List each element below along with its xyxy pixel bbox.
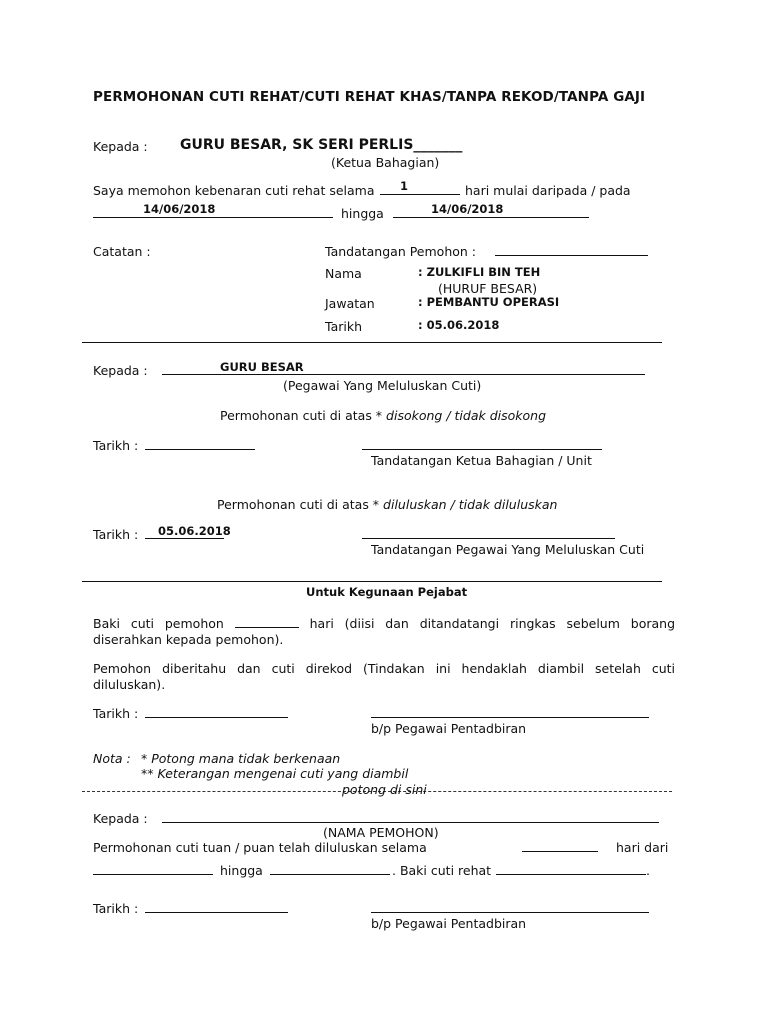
nama-label: Nama [325,266,362,281]
slip-kepada-label: Kepada : [93,811,148,826]
slip-hingga: hingga [220,863,263,878]
slip-to-field[interactable] [270,863,390,878]
nama-sub: (HURUF BESAR) [438,281,538,296]
slip-line-a-end: hari dari [616,840,669,855]
support-prefix: Permohonan cuti di atas * [220,408,383,423]
jawatan-label: Jawatan [325,296,375,311]
tarikh-value: : 05.06.2018 [418,318,500,332]
office-heading: Untuk Kegunaan Pejabat [306,585,468,599]
tarikh2-field[interactable] [145,438,255,453]
tarikh3-line [145,524,231,539]
kepada-value[interactable] [180,137,462,154]
end-date-line [393,202,589,218]
tarikh2-label: Tarikh : [93,438,139,453]
slip-kepada-field[interactable] [162,811,659,826]
slip-tarikh-label: Tarikh : [93,901,139,916]
catatan-label: Catatan : [93,244,151,259]
tarikh-label: Tarikh [325,319,362,334]
kepada-value-text: GURU BESAR, SK SERI PERLIS [180,137,414,153]
jawatan-value: : PEMBANTU OPERASI [418,295,560,309]
days-suffix: hari mulai daripada / pada [465,183,631,198]
tarikh3-label: Tarikh : [93,527,139,542]
diberitahu-paragraph: Pemohon diberitahu dan cuti direkod (Tindakan ini hendaklah diambil setelah cuti diluluskan). [93,661,675,692]
slip-baki-label: . Baki cuti rehat [392,863,492,878]
signature-label: Tandatangan Pemohon : [325,244,477,259]
start-date-value: 14/06/2018 [143,202,216,216]
kepada2-sub: (Pegawai Yang Meluluskan Cuti) [283,378,482,393]
slip-admin-label: b/p Pegawai Pentadbiran [371,916,527,931]
support-options: disokong / tidak disokong [386,408,547,423]
baki-text-b: hari (diisi dan ditandatangi ringkas sebelum borang diserahkan kepada pemohon). [93,616,676,647]
support-text [220,408,546,423]
slip-kepada-line [162,811,659,823]
slip-days-line [522,840,598,852]
form-title: PERMOHONAN CUTI REHAT/CUTI REHAT KHAS/TANPA REKOD/TANPA GAJI [93,89,646,105]
slip-baki-line [496,863,646,875]
slip-from-field[interactable] [93,863,213,878]
kepada-value-trail: _______ [413,137,463,153]
kepada2-line [162,360,645,375]
note-2: ** Keterangan mengenai cuti yang diambil [141,766,409,781]
start-date-line [93,202,333,218]
office-admin-line[interactable] [371,717,649,718]
kepada2-label: Kepada : [93,363,148,378]
slip-tarikh-line [145,901,288,913]
divider-1 [82,342,662,343]
tarikh3-field[interactable] [145,524,231,542]
slip-baki-field[interactable] [496,863,650,878]
slip-tarikh-field[interactable] [145,901,288,916]
baki-text-a: Baki cuti pemohon [93,616,224,631]
days-value: 1 [400,179,409,193]
baki-paragraph [93,616,675,647]
nota-label: Nota : [93,751,131,766]
approver-signature-label: Tandatangan Pegawai Yang Meluluskan Cuti [371,542,645,557]
slip-kepada-sub: (NAMA PEMOHON) [323,825,439,840]
end-date-value: 14/06/2018 [431,202,504,216]
request-text [93,183,375,198]
office-tarikh-label: Tarikh : [93,706,139,721]
approver-signature-line[interactable] [362,538,615,539]
hingga-label: hingga [341,206,384,221]
slip-admin-line[interactable] [371,912,649,913]
slip-baki-period: . [646,863,650,878]
head-signature-label: Tandatangan Ketua Bahagian / Unit [371,453,592,468]
note-1: * Potong mana tidak berkenaan [141,751,341,766]
approve-text [217,497,557,512]
slip-to-line [270,863,390,875]
nama-value: : ZULKIFLI BIN TEH [418,265,541,279]
tarikh3-value: 05.06.2018 [158,524,231,538]
slip-days-field[interactable] [522,840,598,855]
days-field[interactable] [380,179,460,198]
kepada-sub: (Ketua Bahagian) [331,155,440,170]
tarikh2-line [145,438,255,450]
office-tarikh-line [145,706,288,718]
slip-from-line [93,863,213,875]
signature-field[interactable] [495,244,648,259]
divider-2 [82,581,662,582]
office-admin-label: b/p Pegawai Pentadbiran [371,721,527,736]
signature-line [495,244,648,256]
kepada2-value: GURU BESAR [220,360,304,374]
start-date-field[interactable] [93,202,333,221]
slip-line-a: Permohonan cuti tuan / puan telah diluluskan selama [93,840,427,855]
kepada-label: Kepada : [93,139,148,154]
request-text-main: Saya memohon kebenaran cuti rehat selama [93,183,375,198]
office-tarikh-field[interactable] [145,706,288,721]
head-signature-line[interactable] [362,449,602,450]
kepada2-field[interactable] [162,360,645,378]
end-date-field[interactable] [393,202,589,221]
days-line [380,179,460,195]
baki-line[interactable] [235,616,299,628]
cut-label: potong di sini [342,782,427,797]
approve-options: diluluskan / tidak diluluskan [383,497,558,512]
approve-prefix: Permohonan cuti di atas * [217,497,380,512]
